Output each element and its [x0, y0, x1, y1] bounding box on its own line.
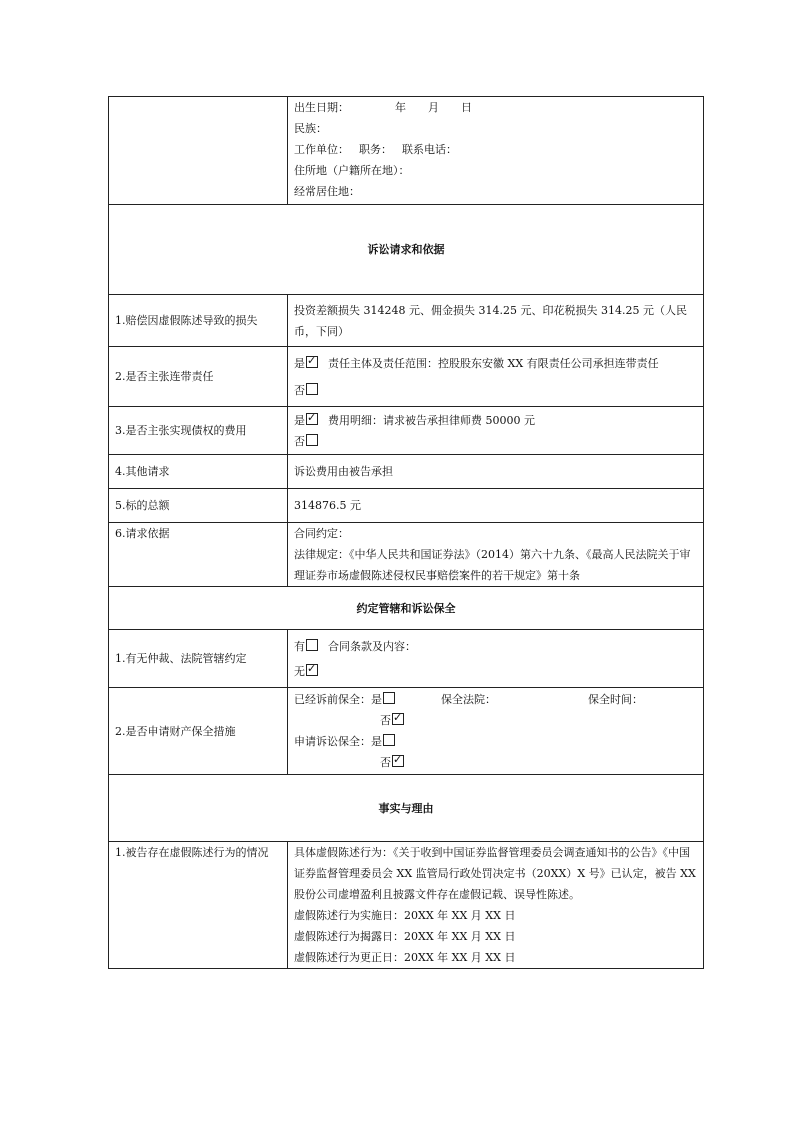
- arbitration-row: [109, 630, 704, 688]
- litigation-no-label: 否: [380, 756, 391, 769]
- birth-day-label: 日: [461, 101, 472, 114]
- pre-suit-no-label: 否: [380, 714, 391, 727]
- phone-label: 联系电话：: [402, 143, 457, 156]
- arbitration-has-label: 有: [294, 639, 305, 653]
- facts-section-row: [109, 775, 704, 842]
- joint-no-label: 否: [294, 383, 305, 397]
- facts-section-title: 事实与理由: [109, 775, 704, 842]
- employer-line: [294, 139, 697, 160]
- personal-info-left-cell: [109, 97, 288, 205]
- arbitration-cell: [288, 630, 704, 688]
- domicile-label: 住所地（户籍所在地）：: [294, 164, 410, 177]
- basis-label: 6.请求依据: [109, 523, 288, 587]
- birth-date-label: 出生日期：: [294, 101, 349, 114]
- time-label: 保全时间：: [588, 693, 643, 706]
- cost-row: [109, 407, 704, 455]
- cost-yes-label: 是: [294, 413, 305, 427]
- birth-year-label: 年: [395, 101, 406, 114]
- joint-yes-label: 是: [294, 356, 305, 370]
- total-row: [109, 489, 704, 523]
- position-label: 职务：: [359, 143, 392, 156]
- jurisdiction-section-title: 约定管辖和诉讼保全: [109, 587, 704, 630]
- loss-value: 投资差额损失 314248 元、佣金损失 314.25 元、印花税损失 314.25 元（人民币，下同）: [294, 303, 687, 338]
- basis-contract: 合同约定：: [294, 527, 349, 540]
- pre-suit-no-checkbox[interactable]: [392, 713, 404, 725]
- other-request-value: 诉讼费用由被告承担: [288, 455, 704, 489]
- joint-detail: 责任主体及责任范围：控股股东安徽 XX 有限责任公司承担连带责任: [328, 356, 659, 370]
- cost-cell: [288, 407, 704, 455]
- total-label: 5.标的总额: [109, 489, 288, 523]
- litigation-preservation-label: 申请诉讼保全：是: [294, 735, 382, 748]
- false-statement-cell: [288, 842, 704, 969]
- false-statement-detail: 具体虚假陈述行为：《关于收到中国证券监督管理委员会调查通知书的公告》《中国证券监督管理委员会 XX 监管局行政处罚决定书（20XX）X 号》已认定，被告 XX 股份公司虚增盈利且披露文件存在虚假记载、误导性陈述。: [294, 846, 696, 901]
- claims-section-title: 诉讼请求和依据: [109, 205, 704, 295]
- cost-no-checkbox[interactable]: [306, 434, 318, 446]
- other-request-label: 4.其他请求: [109, 455, 288, 489]
- loss-row: [109, 295, 704, 347]
- joint-no-checkbox[interactable]: [306, 383, 318, 395]
- disclose-date: 虚假陈述行为揭露日：20XX 年 XX 月 XX 日: [294, 930, 516, 943]
- residence-label: 经常居住地：: [294, 185, 360, 198]
- arbitration-none-label: 无: [294, 664, 305, 678]
- cost-no-label: 否: [294, 434, 305, 448]
- personal-info-cell: [288, 97, 704, 205]
- pre-suit-label: 已经诉前保全：是: [294, 693, 382, 706]
- jurisdiction-section-row: [109, 587, 704, 630]
- joint-yes-checkbox[interactable]: [306, 356, 318, 368]
- implement-date: 虚假陈述行为实施日：20XX 年 XX 月 XX 日: [294, 909, 516, 922]
- basis-cell: [288, 523, 704, 587]
- litigation-yes-checkbox[interactable]: [383, 734, 395, 746]
- joint-liability-cell: [288, 347, 704, 407]
- correct-date: 虚假陈述行为更正日：20XX 年 XX 月 XX 日: [294, 951, 516, 964]
- court-label: 保全法院：: [441, 693, 496, 706]
- litigation-no-checkbox[interactable]: [392, 755, 404, 767]
- preservation-row: [109, 688, 704, 775]
- joint-liability-row: [109, 347, 704, 407]
- preservation-label: 2.是否申请财产保全措施: [109, 688, 288, 775]
- preservation-cell: [288, 688, 704, 775]
- birth-month-label: 月: [428, 101, 439, 114]
- birth-date-line: [294, 97, 697, 118]
- pre-suit-yes-checkbox[interactable]: [383, 692, 395, 704]
- employer-label: 工作单位：: [294, 143, 349, 156]
- cost-yes-checkbox[interactable]: [306, 413, 318, 425]
- total-value: 314876.5 元: [288, 489, 704, 523]
- joint-liability-label: 2.是否主张连带责任: [109, 347, 288, 407]
- other-request-row: [109, 455, 704, 489]
- basis-row: [109, 523, 704, 587]
- cost-label: 3.是否主张实现债权的费用: [109, 407, 288, 455]
- personal-info-row: [109, 97, 704, 205]
- arbitration-has-checkbox[interactable]: [306, 639, 318, 651]
- arbitration-label: 1.有无仲裁、法院管辖约定: [109, 630, 288, 688]
- ethnicity-label: 民族：: [294, 122, 327, 135]
- basis-law: 法律规定：《中华人民共和国证券法》（2014）第六十九条、《最高人民法院关于审理证券市场虚假陈述侵权民事赔偿案件的若干规定》第十条: [294, 548, 691, 582]
- false-statement-label: 1.被告存在虚假陈述行为的情况: [109, 842, 288, 969]
- complaint-form: [108, 96, 704, 969]
- arbitration-none-checkbox[interactable]: [306, 664, 318, 676]
- false-statement-row: [109, 842, 704, 969]
- loss-label: 1.赔偿因虚假陈述导致的损失: [109, 295, 288, 347]
- clause-label: 合同条款及内容：: [328, 639, 416, 653]
- claims-section-row: [109, 205, 704, 295]
- cost-detail: 费用明细：请求被告承担律师费 50000 元: [328, 413, 535, 427]
